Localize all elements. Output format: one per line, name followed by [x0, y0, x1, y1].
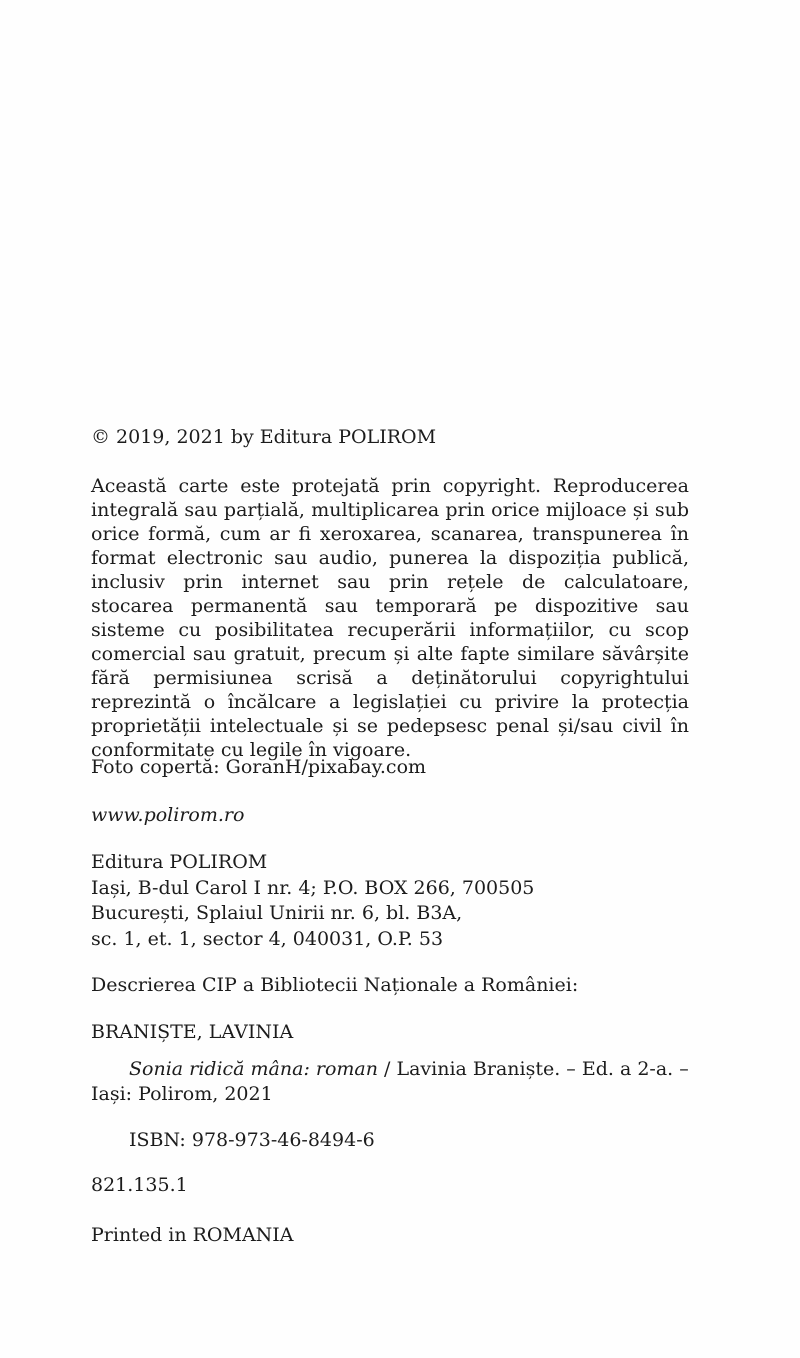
publisher-address-line: București, Splaiul Unirii nr. 6, bl. B3A,	[91, 902, 463, 924]
cip-author: BRANIȘTE, LAVINIA	[91, 1021, 294, 1043]
cip-title-line	[91, 1057, 689, 1107]
copyright-line: © 2019, 2021 by Editura POLIROM	[91, 426, 437, 448]
publisher-address-line: sc. 1, et. 1, sector 4, 040031, O.P. 53	[91, 927, 444, 950]
publisher-address-block	[91, 850, 689, 952]
publisher-address-line: Iași, B-dul Carol I nr. 4; P.O. BOX 266, 700505	[91, 876, 535, 899]
printed-in-line: Printed in ROMANIA	[91, 1224, 294, 1246]
license-paragraph: Această carte este protejată prin copyright. Reproducerea integrală sau parțială, multiplicarea prin orice mijloace și sub orice formă, cum ar fi xeroxarea, scanarea, transpunerea în format electronic sau audio, punerea la dispoziția publică, inclusiv prin internet sau prin rețele de calculatoare, stocarea permanentă sau temporară pe dispozitive sau sisteme cu posibilitatea recuperării informațiilor, cu scop comercial sau gratuit, precum și alte fapte similare săvârșite fără permisiunea scrisă a deținătorului copyrightului reprezintă o încălcare a legislației cu privire la protecția proprietății intelectuale și se pedepsesc penal și/sau civil în conformitate cu legile în vigoare.	[91, 475, 689, 761]
cip-title-line2: 2-a. – Iași: Polirom, 2021	[91, 1058, 689, 1105]
cip-title-italic: Sonia ridică mâna: roman	[129, 1058, 378, 1080]
cover-photo-credit: Foto copertă: GoranH/pixabay.com	[91, 756, 427, 778]
cip-heading: Descrierea CIP a Bibliotecii Naționale a României:	[91, 974, 579, 996]
publisher-website: www.polirom.ro	[91, 804, 245, 826]
publisher-name: Editura POLIROM	[91, 851, 268, 873]
isbn-line: ISBN: 978-973-46-8494-6	[129, 1129, 375, 1151]
cip-title-rest: / Lavinia Braniște. – Ed. a	[378, 1058, 632, 1080]
udc-number: 821.135.1	[91, 1174, 188, 1196]
